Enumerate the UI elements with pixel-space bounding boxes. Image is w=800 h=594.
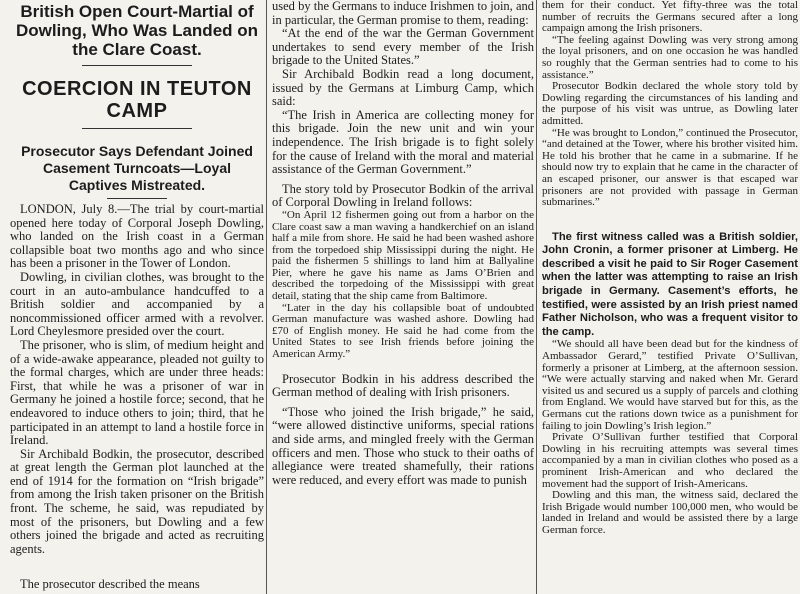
- article-column-3: [542, 0, 798, 594]
- quoted-paragraph: “We should all have been dead but for the kindness of Ambassador Gerard,” testified Private O’Sullivan, formerly a prisoner at Limberg, at the afternoon session. “We were actually starving and naked when Mr. Gerard visited us and secured us a supply of parcels and clothing from England. We would have starved but for this, as the Germans cut the rations down twice as a punishment for failing to join Dowling’s Irish legion.”: [542, 338, 798, 432]
- article-paragraph: used by the Germans to induce Irishmen to join, and in particular, the German promise to them, reading:: [272, 0, 534, 27]
- article-paragraph: Sir Archibald Bodkin read a long document, issued by the Germans at Limburg Camp, which said:: [272, 66, 534, 109]
- headline-main: British Open Court-Martial of Dowling, Who Was Landed on the Clare Coast.: [15, 2, 259, 59]
- article-paragraph: The story told by Prosecutor Bodkin of the arrival of Corporal Dowling in Ireland follows:: [272, 181, 534, 210]
- headline-deck: COERCION IN TEUTON CAMP: [22, 78, 252, 122]
- article-column-2: [272, 0, 534, 594]
- article-paragraph: The prosecutor described the means: [20, 577, 200, 592]
- headline-divider: [82, 65, 192, 66]
- article-column-1: [10, 0, 264, 594]
- quoted-paragraph: “He was brought to London,” continued the Prosecutor, “and detained at the Tower, where his brother visited him. He told his brother that he came in a submarine. If he should now try to explain that he came in the character of an escaped prisoner, our answer is that escaped war prisoners are not provided with passage in German submarines.”: [542, 126, 798, 209]
- article-paragraph: Dowling and this man, the witness said, declared the Irish Brigade would number 100,000 men, who would be landed in Ireland and would be assisted there by a large German force.: [542, 489, 798, 536]
- article-paragraph: Prosecutor Bodkin declared the whole story told by Dowling regarding the circumstances of his landing and the purpose of his visit was untrue, as Dowling later admitted.: [542, 80, 798, 127]
- quoted-paragraph: “Later in the day his collapsible boat of undoubted German manufacture was washed ashore. Dowling had £70 of English money. He said he had come from the United States to see Irish friends before joining the American Army.”: [272, 301, 534, 361]
- article-paragraph: “Those who joined the Irish brigade,” he said, “were allowed distinctive uniforms, special rations and side arms, and mingled freely with the German officers and men. Those who stuck to their oaths of allegiance were treated shamefully, their rations were reduced, and every effort was made to punish: [272, 404, 534, 487]
- article-paragraph: Sir Archibald Bodkin, the prosecutor, described at great length the German plot launched at the end of 1914 for the formation on “Irish brigade” from among the Irish taken prisoner on the British front. The scheme, he said, was repudiated by most of the prisoners, but Dowling and a few others joined the brigade and acted as recruiting agents.: [10, 446, 264, 556]
- headline-divider: [82, 128, 192, 129]
- article-paragraph: The first witness called was a British soldier, John Cronin, a former prisoner at Limberg. He described a visit he paid to Sir Roger Casement when the latter was attempting to raise an Irish brigade in Germany. Casement’s efforts, he testified, were assisted by an Irish priest named Father Nicholson, who was a frequent visitor to the camp.: [542, 230, 798, 338]
- quoted-paragraph: “The Irish in America are collecting money for this brigade. Join the new unit and win your independence. The Irish brigade is to fight solely for the cause of Ireland with the moral and material assistance of the German Government.”: [272, 107, 534, 177]
- quoted-paragraph: “The feeling against Dowling was very strong among the loyal prisoners, and on one occasion he was handled so roughly that the German sentries had to come to his assistance.”: [542, 33, 798, 81]
- column-rule: [266, 0, 267, 594]
- article-paragraph: Prosecutor Bodkin in his address described the German method of dealing with Irish prisoners.: [272, 371, 534, 400]
- headline-subhead: Prosecutor Says Defendant Joined Casement Turncoats—Loyal Captives Mistreated.: [21, 143, 253, 193]
- article-paragraph: LONDON, July 8.—The trial by court-martial opened here today of Corporal Joseph Dowling, who landed on the Irish coast in a German collapsible boat two months ago and who since has been a prisoner in the Tower of London.: [10, 202, 264, 271]
- article-paragraph: Dowling, in civilian clothes, was brought to the court in an auto-ambulance handcuffed to a British soldier and accompanied by a noncommissioned officer armed with a revolver. Lord Cheylesmore presided over the court.: [10, 269, 264, 339]
- quoted-paragraph: “On April 12 fishermen going out from a harbor on the Clare coast saw a man waving a handkerchief on an island half a mile from shore. He said he had been washed ashore from the torpedoed ship Mississippi during the night. He paid the fishermen 5 shillings to land him at Ballyaline Pier, where he gave his name as Jams O’Brien and described the torpedoing of the Mississippi with great detail, stating that the ship came from Baltimore.: [272, 208, 534, 303]
- article-paragraph: Private O’Sullivan further testified that Corporal Dowling in his recruiting attempts was several times accompanied by a man in civilian clothes who posed as a prominent Irish-American and who declared the movement had the support of Irish-Americans.: [542, 431, 798, 490]
- quoted-paragraph: “At the end of the war the German Government undertakes to send every member of the Irish brigade to the United States.”: [272, 26, 534, 68]
- headline-divider: [107, 198, 167, 199]
- article-paragraph: The prisoner, who is slim, of medium height and of a wide-awake appearance, pleaded not guilty to the formal charges, which are under three heads: First, that while he was a prisoner of war in Germany he joined a hostile force; second, that he endeavored to induce others to join; third, that he participated in an attempt to land a hostile force in Ireland.: [10, 337, 264, 448]
- article-paragraph: them for their conduct. Yet fifty-three was the total number of recruits the Germans secured after a long campaign among the Irish prisoners.: [542, 0, 798, 35]
- column-rule: [536, 0, 537, 594]
